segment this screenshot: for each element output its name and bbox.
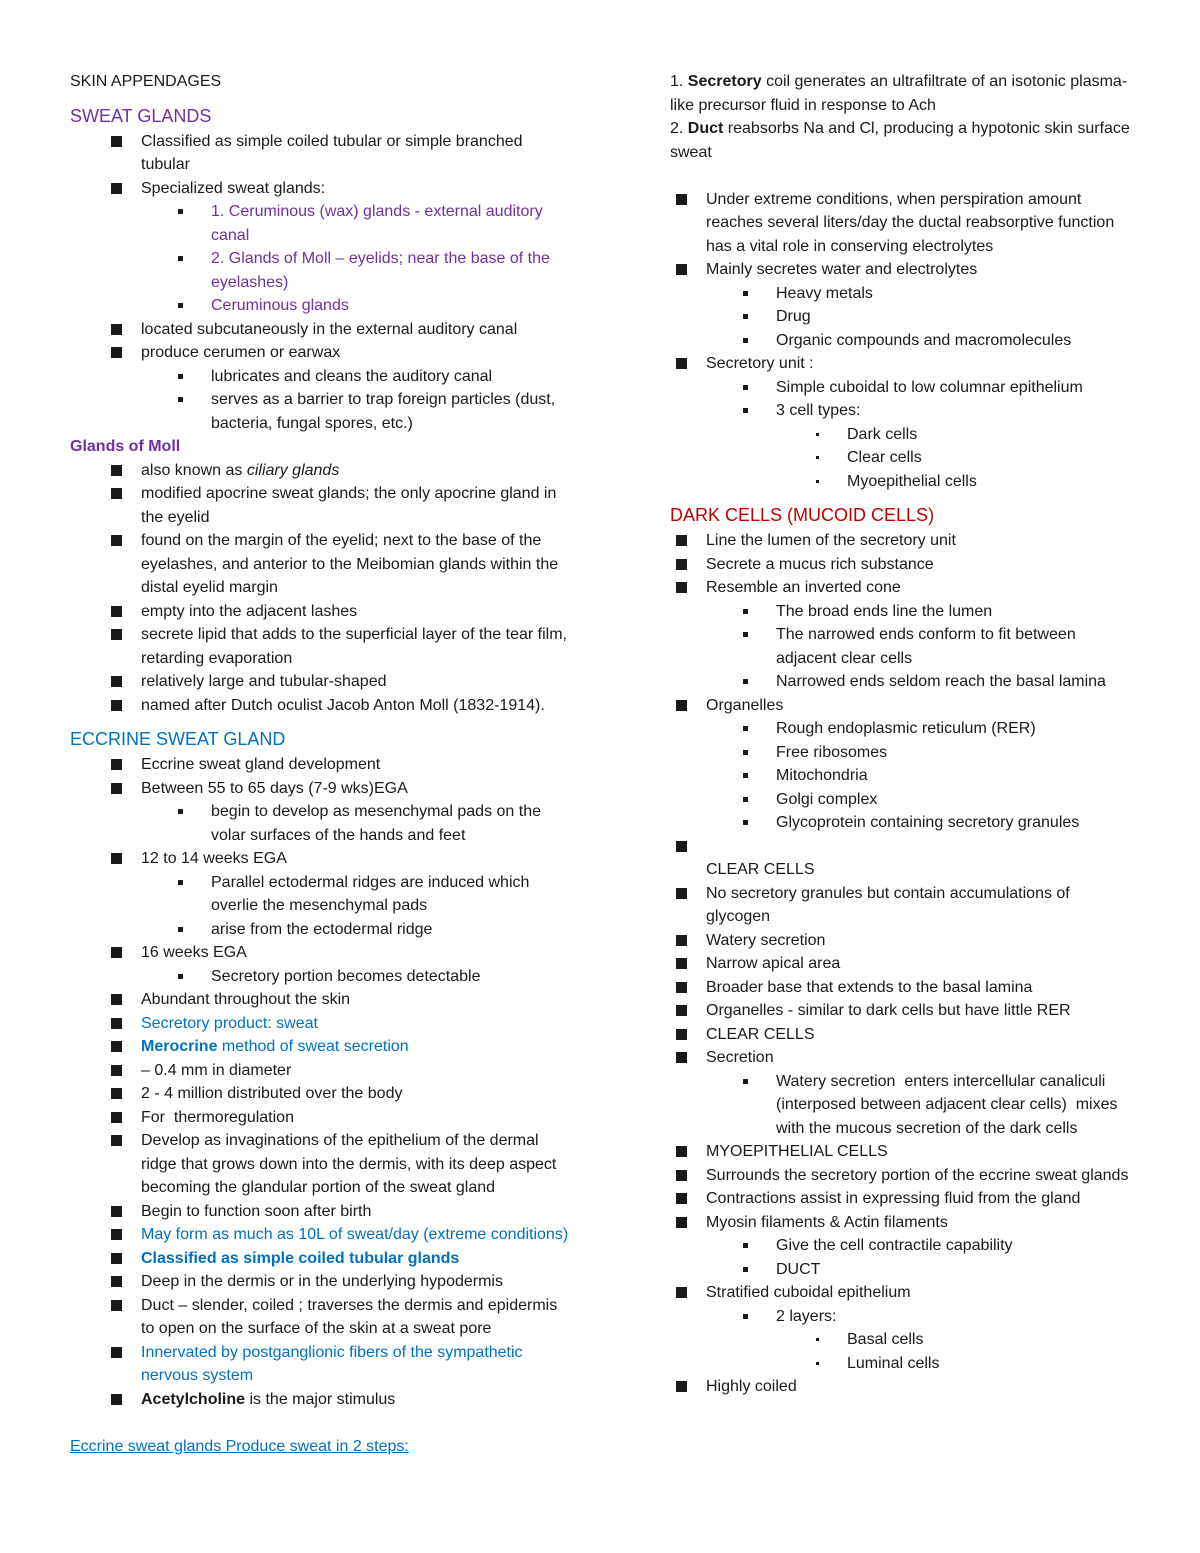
text-run: coil generates an ultrafiltrate of an isotonic plasma-like precursor fluid in response to Ach	[670, 73, 1128, 114]
sub-bullet-item: The broad ends line the lumen	[670, 600, 1135, 624]
sub-bullet-item: DUCT	[670, 1258, 1135, 1282]
bullet-item: – 0.4 mm in diameter	[70, 1059, 570, 1083]
sub-bullet-item: 2 layers:	[670, 1305, 1135, 1329]
bullet-item: Mainly secretes water and electrolytes	[670, 258, 1135, 282]
sub-sub-bullet-item: Luminal cells	[670, 1352, 1135, 1376]
bullet-item: relatively large and tubular-shaped	[70, 670, 570, 694]
blank-line	[670, 164, 1135, 188]
bullet-item: Line the lumen of the secretory unit	[670, 529, 1135, 553]
sub-bullet-item: The narrowed ends conform to fit between adjacent clear cells	[670, 623, 1135, 670]
bullet-item: Highly coiled	[670, 1375, 1135, 1399]
bullet-item: 16 weeks EGA	[70, 941, 570, 965]
bullet-item	[70, 1035, 570, 1059]
sub-bullet-item: Drug	[670, 305, 1135, 329]
bullet-item: Narrow apical area	[670, 952, 1135, 976]
bullet-item: Secretory product: sweat	[70, 1012, 570, 1036]
sub-sub-bullet-item: Basal cells	[670, 1328, 1135, 1352]
paragraph: Glands of Moll	[70, 438, 181, 455]
sub-bullet-item: arise from the ectodermal ridge	[70, 918, 570, 942]
bullet-item: Classified as simple coiled tubular or simple branched tubular	[70, 130, 570, 177]
bullet-item: Eccrine sweat gland development	[70, 753, 570, 777]
bullet-item: Resemble an inverted cone	[670, 576, 1135, 600]
bullet-item: named after Dutch oculist Jacob Anton Moll (1832-1914).	[70, 694, 570, 718]
sub-bullet-item: Simple cuboidal to low columnar epithelium	[670, 376, 1135, 400]
sub-bullet-item: 2. Glands of Moll – eyelids; near the base of the eyelashes)	[70, 247, 570, 294]
text-run: 2.	[670, 120, 688, 137]
sub-bullet-item: 3 cell types:	[670, 399, 1135, 423]
text-run: is the major stimulus	[245, 1390, 396, 1408]
left-column	[70, 70, 570, 1458]
bullet-item: Duct – slender, coiled ; traverses the dermis and epidermis to open on the surface of the skin at a sweat pore	[70, 1294, 570, 1341]
sub-bullet-item: Rough endoplasmic reticulum (RER)	[670, 717, 1135, 741]
sub-bullet-item: Secretory portion becomes detectable	[70, 965, 570, 989]
bullet-item	[670, 835, 1135, 859]
text-run: method of sweat secretion	[217, 1038, 409, 1055]
bullet-item: MYOEPITHELIAL CELLS	[670, 1140, 1135, 1164]
bullet-item: modified apocrine sweat glands; the only apocrine gland in the eyelid	[70, 482, 570, 529]
bullet-item: Organelles	[670, 694, 1135, 718]
sub-sub-bullet-item: Clear cells	[670, 446, 1135, 470]
bullet-item: Under extreme conditions, when perspiration amount reaches several liters/day the ductal reabsorptive function has a vital role in conserving electrolytes	[670, 188, 1135, 259]
bullet-item: Between 55 to 65 days (7-9 wks)EGA	[70, 777, 570, 801]
section-heading: SKIN APPENDAGES	[70, 73, 222, 90]
bullet-item: Secretory unit :	[670, 352, 1135, 376]
sub-bullet-item: Parallel ectodermal ridges are induced which overlie the mesenchymal pads	[70, 871, 570, 918]
bullet-item: Specialized sweat glands:	[70, 177, 570, 201]
text-run: also known as	[141, 461, 247, 479]
sub-bullet-item: Glycoprotein containing secretory granules	[670, 811, 1135, 835]
bullet-item	[70, 1388, 570, 1412]
sub-sub-bullet-item: Dark cells	[670, 423, 1135, 447]
sub-bullet-item: lubricates and cleans the auditory canal	[70, 365, 570, 389]
bullet-item: Organelles - similar to dark cells but have little RER	[670, 999, 1135, 1023]
text-run: Merocrine	[141, 1038, 218, 1055]
bullet-item: 2 - 4 million distributed over the body	[70, 1082, 570, 1106]
sub-bullet-item: Watery secretion enters intercellular canaliculi (interposed between adjacent clear cells) mixes with the mucous secretion of the dark cells	[670, 1070, 1135, 1141]
bullet-item: Myosin filaments & Actin filaments	[670, 1211, 1135, 1235]
bullet-item: Contractions assist in expressing fluid from the gland	[670, 1187, 1135, 1211]
bullet-item: Watery secretion	[670, 929, 1135, 953]
sub-bullet-item: Organic compounds and macromolecules	[670, 329, 1135, 353]
bullet-item: Begin to function soon after birth	[70, 1200, 570, 1224]
bullet-item: For thermoregulation	[70, 1106, 570, 1130]
paragraph	[670, 117, 1135, 164]
text-run: Acetylcholine	[141, 1390, 246, 1408]
text-run: reabsorbs Na and Cl, producing a hypotonic skin surface sweat	[670, 120, 1135, 161]
section-heading: ECCRINE SWEAT GLAND	[70, 729, 286, 749]
sub-bullet-item: 1. Ceruminous (wax) glands - external auditory canal	[70, 200, 570, 247]
sub-bullet-item: Heavy metals	[670, 282, 1135, 306]
sub-sub-bullet-item: Myoepithelial cells	[670, 470, 1135, 494]
paragraph: Eccrine sweat glands Produce sweat in 2 steps:	[70, 1437, 409, 1455]
text-run: Secretory	[687, 73, 762, 90]
bullet-item: Innervated by postganglionic fibers of the sympathetic nervous system	[70, 1341, 570, 1388]
bullet-item: Abundant throughout the skin	[70, 988, 570, 1012]
sub-bullet-item: Golgi complex	[670, 788, 1135, 812]
sub-bullet-item: Free ribosomes	[670, 741, 1135, 765]
text-run: 1.	[670, 73, 688, 90]
sub-bullet-item: Mitochondria	[670, 764, 1135, 788]
bullet-item: No secretory granules but contain accumulations of glycogen	[670, 882, 1135, 929]
paragraph	[670, 70, 1135, 117]
bullet-item: found on the margin of the eyelid; next to the base of the eyelashes, and anterior to the Meibomian glands within the distal eyelid margin	[70, 529, 570, 600]
text-run: ciliary glands	[246, 461, 340, 479]
bullet-item: Broader base that extends to the basal lamina	[670, 976, 1135, 1000]
sub-bullet-item: begin to develop as mesenchymal pads on the volar surfaces of the hands and feet	[70, 800, 570, 847]
sub-bullet-item: serves as a barrier to trap foreign particles (dust, bacteria, fungal spores, etc.)	[70, 388, 570, 435]
section-heading: DARK CELLS (MUCOID CELLS)	[670, 505, 935, 525]
sub-bullet-item: Ceruminous glands	[70, 294, 570, 318]
bullet-item: located subcutaneously in the external auditory canal	[70, 318, 570, 342]
bullet-item: 12 to 14 weeks EGA	[70, 847, 570, 871]
bullet-item: Classified as simple coiled tubular glands	[70, 1247, 570, 1271]
bullet-item: Stratified cuboidal epithelium	[670, 1281, 1135, 1305]
sub-bullet-item: Give the cell contractile capability	[670, 1234, 1135, 1258]
bullet-item: empty into the adjacent lashes	[70, 600, 570, 624]
blank-line	[70, 1411, 570, 1435]
bullet-item: produce cerumen or earwax	[70, 341, 570, 365]
bullet-item: Develop as invaginations of the epithelium of the dermal ridge that grows down into the dermis, with its deep aspect becoming the glandular portion of the sweat gland	[70, 1129, 570, 1200]
bullet-item: May form as much as 10L of sweat/day (extreme conditions)	[70, 1223, 570, 1247]
bullet-item: Secretion	[670, 1046, 1135, 1070]
paragraph: CLEAR CELLS	[706, 861, 815, 878]
bullet-item: Secrete a mucus rich substance	[670, 553, 1135, 577]
text-run: Duct	[687, 120, 724, 137]
right-column	[670, 70, 1135, 1399]
bullet-item: Surrounds the secretory portion of the eccrine sweat glands	[670, 1164, 1135, 1188]
bullet-item: CLEAR CELLS	[670, 1023, 1135, 1047]
section-heading: SWEAT GLANDS	[70, 105, 212, 126]
bullet-item: Deep in the dermis or in the underlying hypodermis	[70, 1270, 570, 1294]
bullet-item	[70, 459, 570, 483]
bullet-item: secrete lipid that adds to the superficial layer of the tear film, retarding evaporation	[70, 623, 570, 670]
sub-bullet-item: Narrowed ends seldom reach the basal lamina	[670, 670, 1135, 694]
